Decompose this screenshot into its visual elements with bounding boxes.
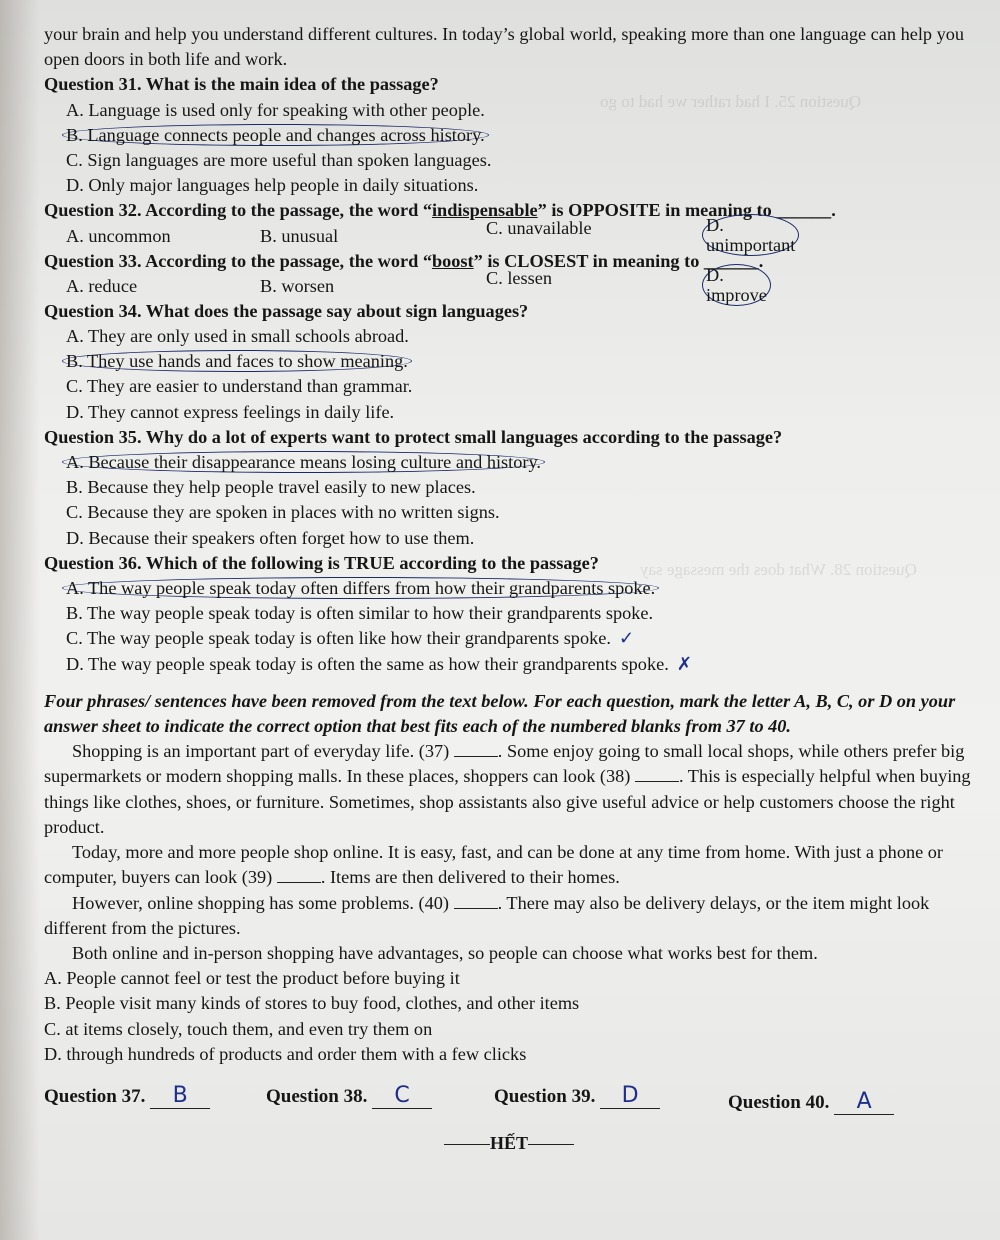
q32-option-a[interactable]: A. uncommon xyxy=(66,225,171,246)
q31-option-b[interactable] xyxy=(66,123,974,148)
bleed-through: Question 25. I had rather we had to go xyxy=(600,92,862,111)
gap-paragraph-1 xyxy=(44,739,974,840)
bleed-through: Question 28. What does the message say xyxy=(640,560,917,579)
gap-option-a: A. People cannot feel or test the product before buying it xyxy=(44,968,460,989)
q35-option-a[interactable] xyxy=(66,450,974,475)
q35-option-d[interactable]: D. Because their speakers often forget how to use them. xyxy=(66,527,475,548)
q31-option-d[interactable]: D. Only major languages help people in daily situations. xyxy=(66,175,479,196)
gap-paragraph-4: Both online and in-person shopping have advantages, so people can choose what works best for them. xyxy=(72,942,818,963)
q36-option-d-text: D. The way people speak today is often the same as how their grandparents spoke. xyxy=(66,653,669,674)
question-34-stem: Question 34. What does the passage say about sign languages? xyxy=(44,300,529,321)
answer-37-input[interactable]: B xyxy=(150,1083,210,1109)
q36-option-c-text: C. The way people speak today is often like how their grandparents spoke. xyxy=(66,628,611,649)
question-35-stem: Question 35. Why do a lot of experts want to protect small languages according to the passage? xyxy=(44,426,783,447)
check-mark-icon: ✓ xyxy=(618,628,635,650)
q34-selected-circle: B. They use hands and faces to show meaning. xyxy=(62,350,412,372)
gap-option-b: B. People visit many kinds of stores to buy food, clothes, and other items xyxy=(44,993,580,1014)
answer-39-label: Question 39. xyxy=(494,1085,596,1107)
q34-option-d[interactable]: D. They cannot express feelings in daily life. xyxy=(66,401,395,422)
gap-option-d: D. through hundreds of products and order them with a few clicks xyxy=(44,1043,527,1064)
answer-37 xyxy=(44,1083,210,1109)
q31-option-c[interactable]: C. Sign languages are more useful than spoken languages. xyxy=(66,150,492,171)
question-31-stem: Question 31. What is the main idea of the passage? xyxy=(44,74,439,95)
answer-37-label: Question 37. xyxy=(44,1085,146,1107)
gap-option-c: C. at items closely, touch them, and even try them on xyxy=(44,1018,433,1039)
q32-selected-circle: D. unimportant xyxy=(702,214,799,256)
cross-mark-icon: ✗ xyxy=(676,653,693,675)
blank-40 xyxy=(454,894,498,909)
answer-40-label: Question 40. xyxy=(728,1091,830,1113)
q36-option-b[interactable]: B. The way people speak today is often similar to how their grandparents spoke. xyxy=(66,603,654,624)
p1-part-b: . Some enjoy going to small local shops, while others prefer big supermarkets or modern shopping malls. In these places, shoppers can look (38) xyxy=(44,741,965,787)
q36-option-d[interactable] xyxy=(66,652,974,677)
p2-part-b: . Items are then delivered to their homes. xyxy=(320,867,620,888)
gap-paragraph-2 xyxy=(44,840,974,890)
q32-option-b[interactable]: B. unusual xyxy=(260,225,339,246)
q34-option-a[interactable]: A. They are only used in small schools abroad. xyxy=(66,326,409,347)
end-text: HẾT xyxy=(489,1132,528,1153)
q33-stem-suffix: ” is CLOSEST in meaning to ______. xyxy=(473,250,764,271)
end-marker xyxy=(44,1131,974,1156)
p3-part-a: However, online shopping has some problems. (40) xyxy=(72,892,450,913)
p3-part-b: . There may also be delivery delays, or the item might look different from the pictures. xyxy=(44,892,930,938)
q33-options xyxy=(66,264,974,305)
q32-stem-word: indispensable xyxy=(431,200,538,221)
q33-option-b[interactable]: B. worsen xyxy=(260,275,335,296)
answer-39 xyxy=(494,1083,660,1109)
q32-options xyxy=(66,214,974,255)
answer-38 xyxy=(266,1083,432,1109)
q32-stem-suffix: ” is OPPOSITE in meaning to ______. xyxy=(537,200,836,221)
q33-stem-prefix: Question 33. According to the passage, the word “ xyxy=(44,250,432,271)
end-rule-right xyxy=(528,1144,574,1145)
blank-39 xyxy=(277,868,321,883)
end-rule-left xyxy=(444,1144,490,1145)
q33-option-c[interactable]: C. lessen xyxy=(486,267,553,288)
q36-option-c[interactable] xyxy=(66,626,974,651)
q36-option-a[interactable] xyxy=(66,576,974,601)
passage-end: your brain and help you understand different cultures. In today’s global world, speaking more than one language can help you open doors in both life and work. xyxy=(44,24,965,70)
answer-38-label: Question 38. xyxy=(266,1085,368,1107)
p2-part-a: Today, more and more people shop online. It is easy, fast, and can be done at any time from home. With just a phone or computer, buyers can look (39) xyxy=(44,842,944,888)
section-instructions: Four phrases/ sentences have been removed from the text below. For each question, mark the letter A, B, C, or D on your answer sheet to indicate the correct option that best fits each of the numbered blanks from 37 to 40. xyxy=(44,690,956,737)
p1-part-a: Shopping is an important part of everyday life. (37) xyxy=(72,741,450,762)
q31-selected-circle: B. Language connects people and changes across history. xyxy=(62,124,489,146)
q33-selected-circle: D. improve xyxy=(702,264,771,306)
q33-stem-word: boost xyxy=(431,250,474,271)
q34-option-c[interactable]: C. They are easier to understand than grammar. xyxy=(66,376,413,397)
answer-line xyxy=(44,1083,974,1123)
q35-option-b[interactable]: B. Because they help people travel easily to new places. xyxy=(66,477,476,498)
q35-option-c[interactable]: C. Because they are spoken in places with no written signs. xyxy=(66,502,500,523)
exam-content xyxy=(44,22,974,1156)
blank-37 xyxy=(454,742,498,757)
answer-38-input[interactable]: C xyxy=(372,1083,432,1109)
question-36-stem: Question 36. Which of the following is TRUE according to the passage? xyxy=(44,552,599,573)
q31-option-a[interactable]: A. Language is used only for speaking with other people. xyxy=(66,99,485,120)
blank-38 xyxy=(635,767,679,782)
answer-40 xyxy=(728,1089,894,1115)
q33-option-a[interactable]: A. reduce xyxy=(66,275,138,296)
finger-shadow xyxy=(0,0,40,1240)
q32-stem-prefix: Question 32. According to the passage, the word “ xyxy=(44,200,432,221)
answer-39-input[interactable]: D xyxy=(600,1083,660,1109)
q34-option-b[interactable] xyxy=(66,349,974,374)
q32-option-c[interactable]: C. unavailable xyxy=(486,217,592,238)
p1-part-c: . This is especially helpful when buying things like clothes, shoes, or furniture. Sometimes, shop assistants also give useful advice or help customers choose the right product. xyxy=(44,766,971,837)
q35-selected-circle: A. Because their disappearance means losing culture and history. xyxy=(62,451,545,473)
q36-selected-circle: A. The way people speak today often differs from how their grandparents spoke. xyxy=(62,577,659,599)
answer-40-input[interactable]: A xyxy=(834,1089,894,1115)
gap-paragraph-3 xyxy=(44,891,974,941)
